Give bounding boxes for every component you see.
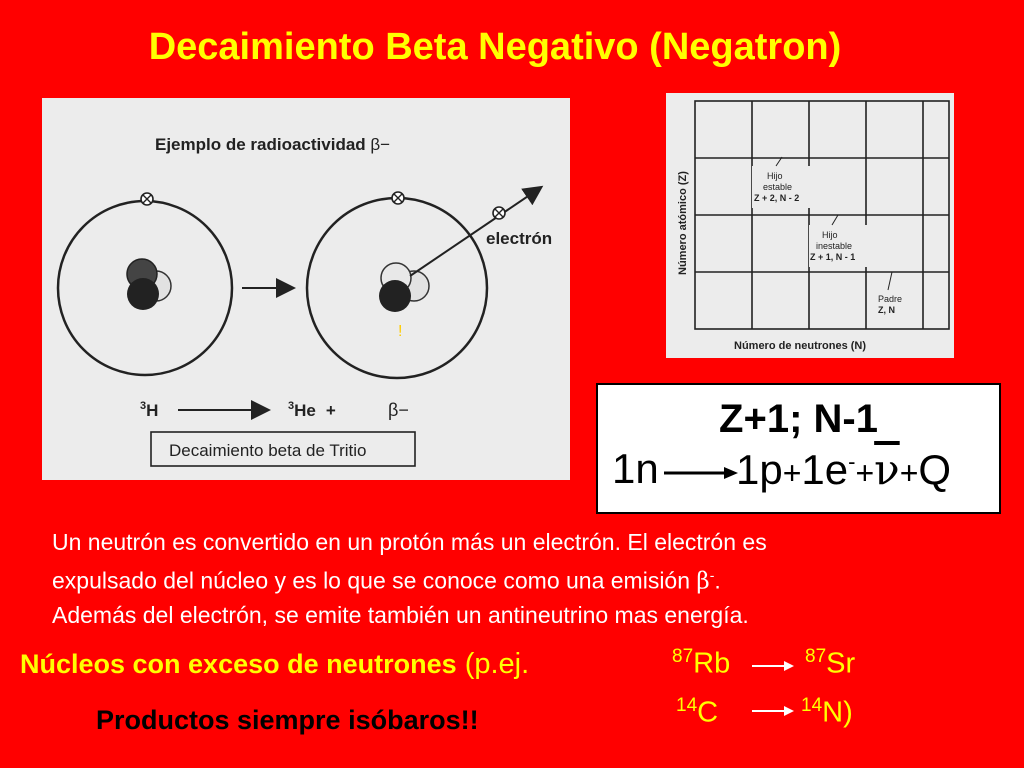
unstable-daughter-line1: Hijo: [822, 230, 838, 240]
reaction-beta: β−: [388, 400, 409, 420]
tiny-mark: !: [398, 323, 403, 340]
tritium-decay-figure: [42, 98, 570, 480]
equation-box: [596, 383, 1001, 514]
isobar-note: Productos siempre isóbaros!!: [96, 705, 479, 735]
excess-neutrons-heading: Núcleos con exceso de neutrones (p.ej.: [20, 648, 530, 680]
equation-products: $1p+1e^-+\overline{\nu}+Q$: [736, 445, 952, 494]
paragraph-line-2: expulsado del núcleo y es lo que se conoce como una emisión β-.: [52, 567, 721, 595]
parent-line1: Padre: [878, 294, 903, 304]
stable-daughter-line1: Hijo: [767, 171, 783, 181]
example-2-to: $^{14}$N): [801, 695, 853, 729]
reaction-product: $^3$He +: [288, 400, 336, 420]
example-1-from: $^{87}$Rb: [672, 646, 731, 680]
description-paragraph: [52, 526, 982, 632]
helium-atom: [307, 188, 540, 378]
decay-equation: [612, 445, 992, 495]
slide-title: Decaimiento Beta Negativo (Negatron): [148, 26, 842, 68]
tritium-atom: [58, 193, 232, 375]
y-axis-label: Número atómico (Z): [677, 171, 689, 275]
example-2-from: $^{14}$C: [676, 695, 719, 729]
example-2-arrow-icon: [752, 705, 794, 717]
stable-daughter-line2: estable: [763, 182, 793, 192]
reaction-reactant: $^3$H: [140, 400, 159, 420]
equation-arrow-icon: [664, 465, 738, 481]
electron-label: electrón: [486, 229, 553, 248]
nuclide-chart-figure: [666, 93, 954, 358]
figure-heading: Ejemplo de radioactividad β−: [155, 135, 391, 154]
equation-summary: Z+1; N-1: [719, 397, 878, 441]
example-1-arrow-icon: [752, 660, 794, 672]
x-axis-label: Número de neutrones (N): [734, 340, 867, 352]
figure-caption: Decaimiento beta de Tritio: [169, 441, 367, 460]
equation-reactant: 1n: [612, 445, 659, 492]
paragraph-line-1: Un neutrón es convertido en un protón más un electrón. El electrón es: [52, 529, 767, 555]
unstable-daughter-line3: Z + 1, N - 1: [810, 252, 856, 262]
parent-line2: Z, N: [878, 305, 895, 315]
stable-daughter-line3: Z + 2, N - 2: [754, 193, 800, 203]
unstable-daughter-line2: inestable: [816, 241, 853, 251]
example-1-to: $^{87}$Sr: [805, 646, 856, 680]
paragraph-line-3: Además del electrón, se emite también un antineutrino mas energía.: [52, 601, 749, 628]
